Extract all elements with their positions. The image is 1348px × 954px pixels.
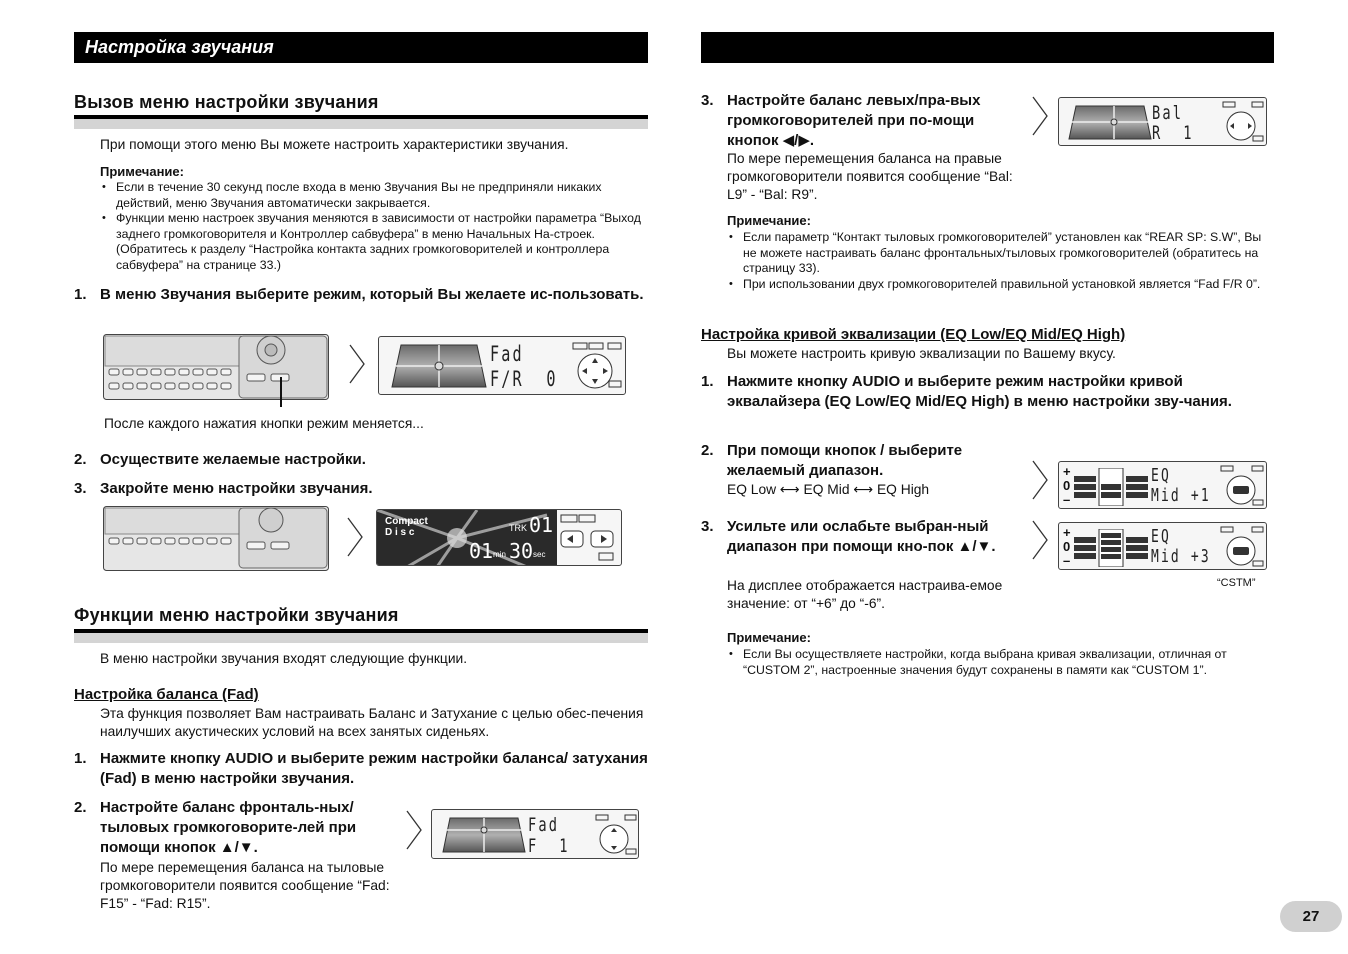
step-text: Настройте баланс фронталь-ных/тыловых громкоговорите-лей при помощи кнопок ▲/▼. <box>100 799 357 856</box>
joystick-icon <box>1221 100 1265 144</box>
time-minutes: 01 <box>469 539 494 563</box>
fad-step-2 <box>74 798 374 858</box>
fad-intro-text: Эта функция позволяет Вам настраивать Баланс и Затухание с целью обес-печения наилучших акустических условий на всех занятых сиденьях. <box>100 706 644 739</box>
step-number: 1. <box>74 286 87 303</box>
head-unit-illustration <box>103 334 329 400</box>
joystick-icon <box>594 813 638 857</box>
lcd-display-fad-fr <box>378 336 626 395</box>
step-number: 3. <box>74 480 87 497</box>
note-heading: Примечание: <box>727 630 811 645</box>
cd-label-disc: D i s c <box>385 527 415 538</box>
note-item: • Если в течение 30 секунд после входа в меню Звучания Вы не предприняли никаких действий, меню Звучания автоматически закрывается. <box>100 180 645 211</box>
joystick-icon <box>1219 525 1265 569</box>
step-text: Настройте баланс левых/пра-вых громкоговорителей при по-мощи кнопок ◀/▶. <box>727 92 981 149</box>
page-number: 27 <box>1280 901 1342 932</box>
lcd-line-1: EQ <box>1151 526 1171 547</box>
note-list <box>100 180 645 274</box>
note-list <box>727 230 1267 292</box>
fad-step-2-desc: По мере перемещения баланса на тыловые громкоговорители появится сообщение “Fad: F15” - “Fad: R15”. <box>100 860 390 911</box>
head-unit-drawing <box>103 506 329 571</box>
lcd-display-eq-2 <box>1058 522 1267 570</box>
lcd-line-1: Fad <box>528 814 560 836</box>
section-header <box>74 32 648 63</box>
eq-zero-label: 0 <box>1063 539 1071 554</box>
chevron-right-icon <box>1032 96 1048 136</box>
step-number: 3. <box>701 92 714 109</box>
min-label: min <box>493 550 506 559</box>
head-unit-drawing <box>103 334 329 400</box>
subsection-title-eq: Настройка кривой эквализации (EQ Low/EQ Mid/EQ High) <box>701 326 1126 343</box>
eq-step-3 <box>701 517 1006 557</box>
eq-step-2 <box>701 441 1011 481</box>
eq-step-3-desc: На дисплее отображается настраива-емое значение: от “+6” до “-6”. <box>727 578 1003 611</box>
eq-plus-label: + <box>1063 525 1071 540</box>
eq-bars-icon <box>1074 468 1148 506</box>
step-text: Усильте или ослабьте выбран-ный диапазон при помощи кно-пок ▲/▼. <box>727 518 996 555</box>
step-text: Осуществите желаемые настройки. <box>100 451 366 468</box>
chevron-right-icon <box>349 344 365 384</box>
note-item: • Функции меню настроек звучания меняются в зависимости от настройки параметра “Выход заднего громкоговорителя и Контроллер сабвуфера” в меню Начальных На-строек. (Обратитесь к разделу “Настройка контакта задних громкоговорителей и контроллера сабвуфера” на странице 33.) <box>100 211 645 273</box>
step-number: 1. <box>701 373 714 390</box>
eq-step-2-desc: EQ Low ⟷ EQ Mid ⟷ EQ High <box>727 482 930 497</box>
track-label: TRK <box>509 523 527 533</box>
cstm-label: “CSTM” <box>1217 577 1256 589</box>
note-item: • При использовании двух громкоговорителей правильной установкой является “Fad F/R 0”. <box>727 277 1267 293</box>
lcd-line-1: EQ <box>1151 465 1171 486</box>
step-number: 3. <box>701 518 714 535</box>
fader-graphic-icon <box>391 343 487 389</box>
eq-plus-label: + <box>1063 464 1071 479</box>
callout-line <box>280 377 282 407</box>
step-2 <box>74 450 366 470</box>
lcd-line-2: Mid +3 <box>1151 546 1211 567</box>
chevron-right-icon <box>1032 460 1048 500</box>
note-list <box>727 647 1272 678</box>
eq-intro-text: Вы можете настроить кривую эквализации по Вашему вкусу. <box>727 346 1116 361</box>
step-number: 2. <box>74 799 87 816</box>
lcd-display-cd <box>376 509 622 566</box>
lcd-display-bal-r <box>1058 97 1267 146</box>
eq-minus-label: – <box>1063 492 1071 507</box>
step-number: 2. <box>701 442 714 459</box>
fader-graphic-icon <box>442 816 526 854</box>
lcd-line-1: Bal <box>1152 102 1184 124</box>
lcd-line-2: R 1 <box>1152 122 1194 144</box>
step-1 <box>74 285 644 305</box>
step-text: При помощи кнопок / выберите желаемый диапазон. <box>727 442 963 479</box>
track-controls-icon <box>559 513 619 563</box>
lcd-line-2: F/R 0 <box>490 367 558 391</box>
functions-intro-text: В меню настройки звучания входят следующие функции. <box>100 651 468 666</box>
step-text: Закройте меню настройки звучания. <box>100 480 373 497</box>
section-title-call-menu: Вызов меню настройки звучания <box>74 92 379 112</box>
chevron-right-icon <box>1032 520 1048 560</box>
note-item: • Если параметр “Контакт тыловых громкоговорителей” установлен как “REAR SP: S.W”, Вы не можете настраивать баланс фронтальных/тыловых громкоговорителей (обратитесь на страницу 33). <box>727 230 1267 277</box>
subsection-title-fad: Настройка баланса (Fad) <box>74 686 259 703</box>
chevron-right-icon <box>406 810 422 850</box>
cd-label-compact: Compact <box>385 516 428 527</box>
eq-zero-label: 0 <box>1063 478 1071 493</box>
eq-step-1 <box>701 372 1271 412</box>
step-text: В меню Звучания выберите режим, который Вы желаете ис-пользовать. <box>100 286 644 303</box>
lcd-display-eq-1 <box>1058 461 1267 509</box>
bal-step-3-desc: По мере перемещения баланса на правые громкоговорители появится сообщение “Bal: L9” - “Bal: R9”. <box>727 151 1013 202</box>
eq-bars-icon <box>1074 529 1148 567</box>
step-number: 2. <box>74 451 87 468</box>
note-item: • Если Вы осуществляете настройки, когда выбрана кривая эквализации, отличная от “CUSTOM 2”, настроенные значения будут сохранены в памяти как “CUSTOM 1”. <box>727 647 1272 678</box>
lcd-display-fad-f <box>431 809 639 859</box>
note-heading: Примечание: <box>727 213 811 228</box>
sec-label: sec <box>533 550 546 559</box>
lcd-line-2: F 1 <box>528 835 570 857</box>
step-3 <box>74 479 373 499</box>
step-text: Нажмите кнопку AUDIO и выберите режим настройки кривой эквалайзера (EQ Low/EQ Mid/EQ High) в меню настройки зву-чания. <box>727 373 1232 410</box>
section-rule <box>74 115 648 129</box>
section-rule <box>74 629 648 643</box>
head-unit-illustration <box>103 506 329 571</box>
track-number: 01 <box>529 513 554 537</box>
intro-text: При помощи этого меню Вы можете настроить характеристики звучания. <box>100 137 569 152</box>
eq-minus-label: – <box>1063 553 1071 568</box>
fader-graphic-icon <box>1068 104 1152 141</box>
time-seconds: 30 <box>509 539 534 563</box>
lcd-line-1: Fad <box>490 342 524 366</box>
section-header-right <box>701 32 1274 63</box>
lcd-line-2: Mid +1 <box>1151 485 1211 506</box>
joystick-icon <box>1219 464 1265 508</box>
section-header-title: Настройка звучания <box>85 37 274 57</box>
step-number: 1. <box>74 750 87 767</box>
section-title-functions: Функции меню настройки звучания <box>74 605 399 625</box>
bal-step-3 <box>701 91 1011 151</box>
step-text: Нажмите кнопку AUDIO и выберите режим настройки баланса/ затухания (Fad) в меню настройки звучания. <box>100 750 648 787</box>
caption-text: После каждого нажатия кнопки режим меняется... <box>104 416 424 431</box>
note-heading: Примечание: <box>100 164 184 179</box>
chevron-right-icon <box>347 517 363 557</box>
joystick-icon <box>571 341 623 391</box>
fad-step-1 <box>74 749 648 789</box>
